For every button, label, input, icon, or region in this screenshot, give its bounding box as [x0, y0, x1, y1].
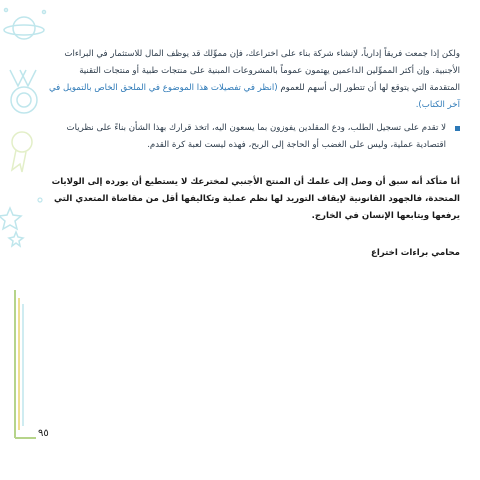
- bullet-item: [46, 120, 460, 154]
- planet-icon: [4, 9, 46, 40]
- page-number: ٩٥: [38, 428, 49, 439]
- medal-icon: [10, 70, 37, 113]
- paragraph-1-text: ولكن إذا جمعت فريقاً إدارياً، لإنشاء شركة بناء على اختراعك، فإن مموِّلك قد يوظف المال للاستثمار في البراءات الأجنبية. وإن أكثر المموِّلين الداعمين يهتمون عموماً بالمشروعات المبنية على منتجات طبية أو منتجات التقنية المتقدمة التي يتوقع لها أن تتطور إلى أسهم للعموم: [64, 49, 460, 93]
- dot-decoration: [38, 198, 42, 202]
- paragraph-2: أنا متأكد أنه سبق أن وصل إلى علمك أن المنتج الأجنبي لمخترعك لا يستطيع أن يورده إلى الولايات المتحدة، فالجهود القانونية لإيقاف التوريد لها نظم عملية وتكاليفها أقل من مقاضاة المتعدي التي يرفعها ويتابعها الإنسان في الخارج.: [51, 177, 460, 221]
- paragraph-1-highlight: (انظر في تفصيلات هذا الموضوع في الملحق الخاص بالتمويل في آخر الكتاب).: [48, 83, 460, 110]
- ribbon-award-icon: [12, 132, 32, 172]
- bullet-text: لا تقدم على تسجيل الطلب، ودع المقلدين يفوزون بما يسعون اليه، اتخذ قرارك بهذا الشأن بناءً على نظريات اقتصادية عملية، وليس على الغضب أو الحاجة إلى الربح، فهذه ليست لعبة كرة القدم.: [66, 123, 446, 150]
- quote-attribution: محامي براءات اختراع: [370, 248, 460, 258]
- text-column: [46, 18, 460, 262]
- paragraph-1: [46, 46, 460, 114]
- vertical-rail-lines: [0, 290, 40, 450]
- star-icon: [0, 208, 23, 246]
- bullet-square-icon: [455, 126, 460, 131]
